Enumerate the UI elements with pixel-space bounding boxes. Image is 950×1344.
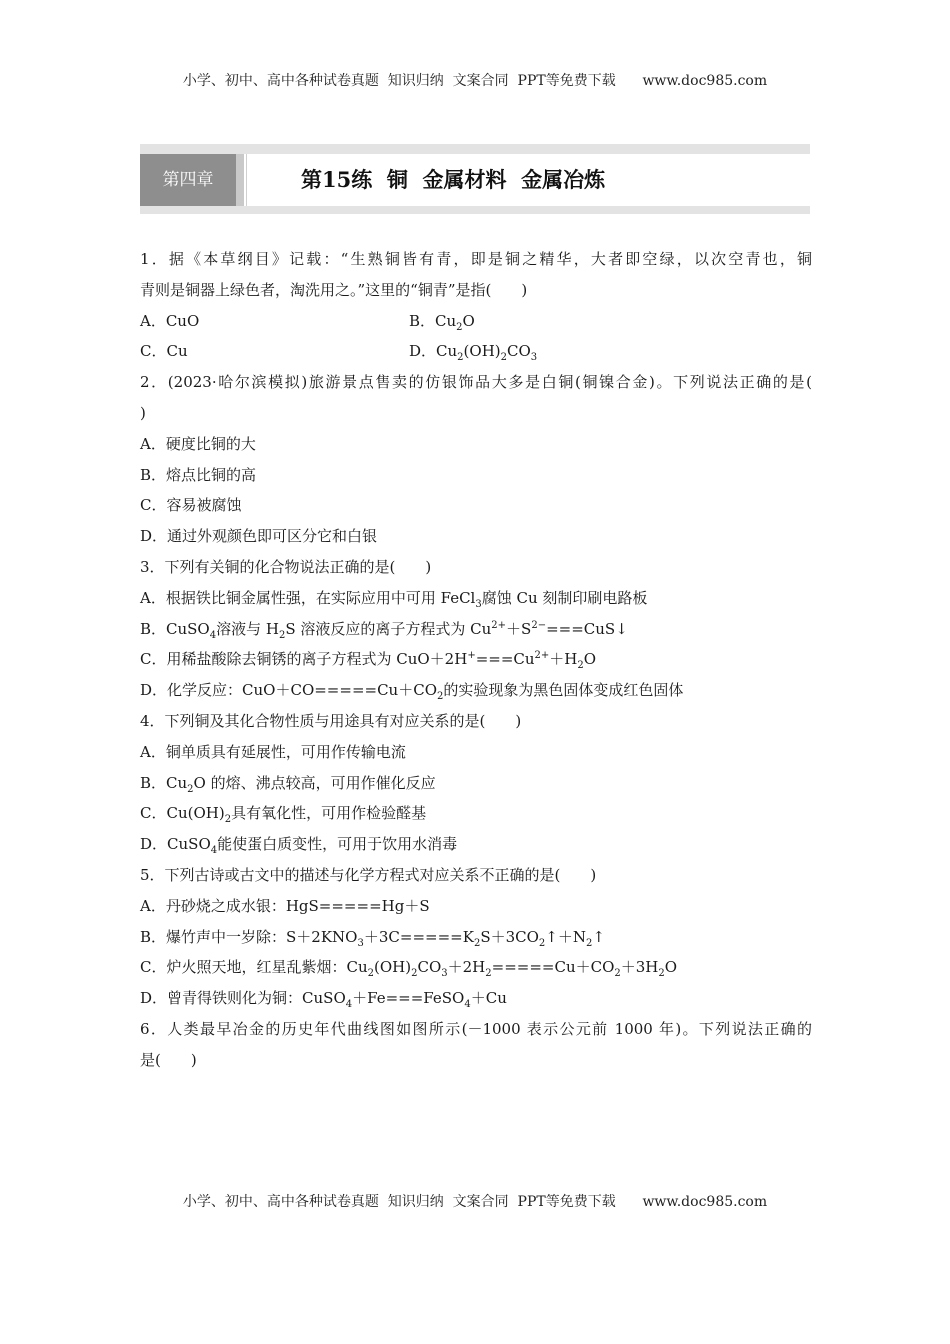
q2-option-d: D．通过外观颜色即可区分它和白银	[140, 527, 378, 546]
q5-option-d: D．曾青得铁则化为铜：CuSO$_4$＋Fe===FeSO$_4$＋Cu	[140, 989, 507, 1011]
q3-stem: 3．下列有关铜的化合物说法正确的是( )	[140, 557, 432, 576]
question-list	[140, 244, 812, 1076]
q3-option-a: A．根据铁比铜金属性强，在实际应用中可用 FeCl$_3$腐蚀 Cu 刻制印刷电路板	[140, 588, 648, 610]
chapter-label-shadow	[236, 154, 244, 206]
page-header: 小学、初中、高中各种试卷真题 知识归纳 文案合同 PPT等免费下载 www.doc985.com	[182, 73, 768, 89]
q3-option-b: B．CuSO$_4$溶液与 $H_2S$ 溶液反应的离子方程式为 $Cu^{2+}+S^{2-}===CuS↓$	[140, 619, 628, 641]
q6-stem-line1: 6．人类最早冶金的历史年代曲线图如图所示(－1000 表示公元前 1000 年)。下列说法正确的	[140, 1019, 812, 1038]
q2-stem-line1: 2．(2023·哈尔滨模拟)旅游景点售卖的仿银饰品大多是白铜(铜镍合金)。下列说法正确的是(	[140, 373, 812, 392]
q5-option-b: B．爆竹声中一岁除：$S+2KNO_3+3C=====K_2S+3CO_2↑+N_2↑$	[140, 927, 605, 949]
q1-option-a: A．CuO	[140, 311, 200, 330]
q3-option-d: D．化学反应：$CuO+CO=====Cu+CO_2$的实验现象为黑色固体变成红色固体	[140, 681, 684, 703]
q4-option-a: A．铜单质具有延展性，可用作传输电流	[140, 742, 406, 761]
q1-option-d: D．$Cu_2(OH)_2CO_3$	[409, 342, 538, 364]
q4-option-d: D．CuSO$_4$能使蛋白质变性，可用于饮用水消毒	[140, 835, 458, 857]
q6-stem-line2: 是( )	[140, 1050, 197, 1069]
q4-option-c: C．$Cu(OH)_2$具有氧化性，可用作检验醛基	[140, 804, 427, 826]
q2-option-a: A．硬度比铜的大	[140, 434, 256, 453]
q2-option-c: C．容易被腐蚀	[140, 496, 242, 515]
q1-stem-line2: 青则是铜器上绿色者，淘洗用之。”这里的“铜青”是指( )	[140, 280, 528, 299]
q5-option-a: A．丹砂烧之成水银：HgS=====Hg＋S	[140, 896, 430, 915]
q4-option-b: B．$Cu_2O$ 的熔、沸点较高，可用作催化反应	[140, 773, 436, 795]
q1-options-row2	[140, 336, 812, 367]
q1-option-c: C．Cu	[140, 342, 188, 361]
q2-stem-line2: )	[140, 403, 146, 422]
chapter-label: 第四章	[140, 154, 236, 206]
q4-stem: 4．下列铜及其化合物性质与用途具有对应关系的是( )	[140, 711, 522, 730]
q3-option-c: C．用稀盐酸除去铜锈的离子方程式为 $CuO+2H^+===Cu^{2+}+H_2O$	[140, 650, 597, 672]
q1-stem-line1: 1．据《本草纲目》记载：“生熟铜皆有青，即是铜之精华，大者即空绿，以次空青也，铜	[140, 250, 812, 268]
page-title: 第15练 铜 金属材料 金属冶炼	[246, 154, 810, 206]
q5-stem: 5．下列古诗或古文中的描述与化学方程式对应关系不正确的是( )	[140, 865, 597, 884]
banner-bottom-rule	[140, 206, 810, 214]
chapter-banner	[140, 144, 810, 214]
page-footer: 小学、初中、高中各种试卷真题 知识归纳 文案合同 PPT等免费下载 www.doc985.com	[182, 1194, 768, 1210]
q2-option-b: B．熔点比铜的高	[140, 465, 257, 484]
q5-option-c: C．炉火照天地，红星乱紫烟：$Cu_2(OH)_2CO_3+2H_2=====Cu+CO_2+3H_2O$	[140, 958, 678, 980]
banner-top-rule	[140, 144, 810, 154]
q1-options-row1	[140, 306, 812, 337]
q1-option-b: B．$Cu_2O$	[409, 311, 475, 333]
